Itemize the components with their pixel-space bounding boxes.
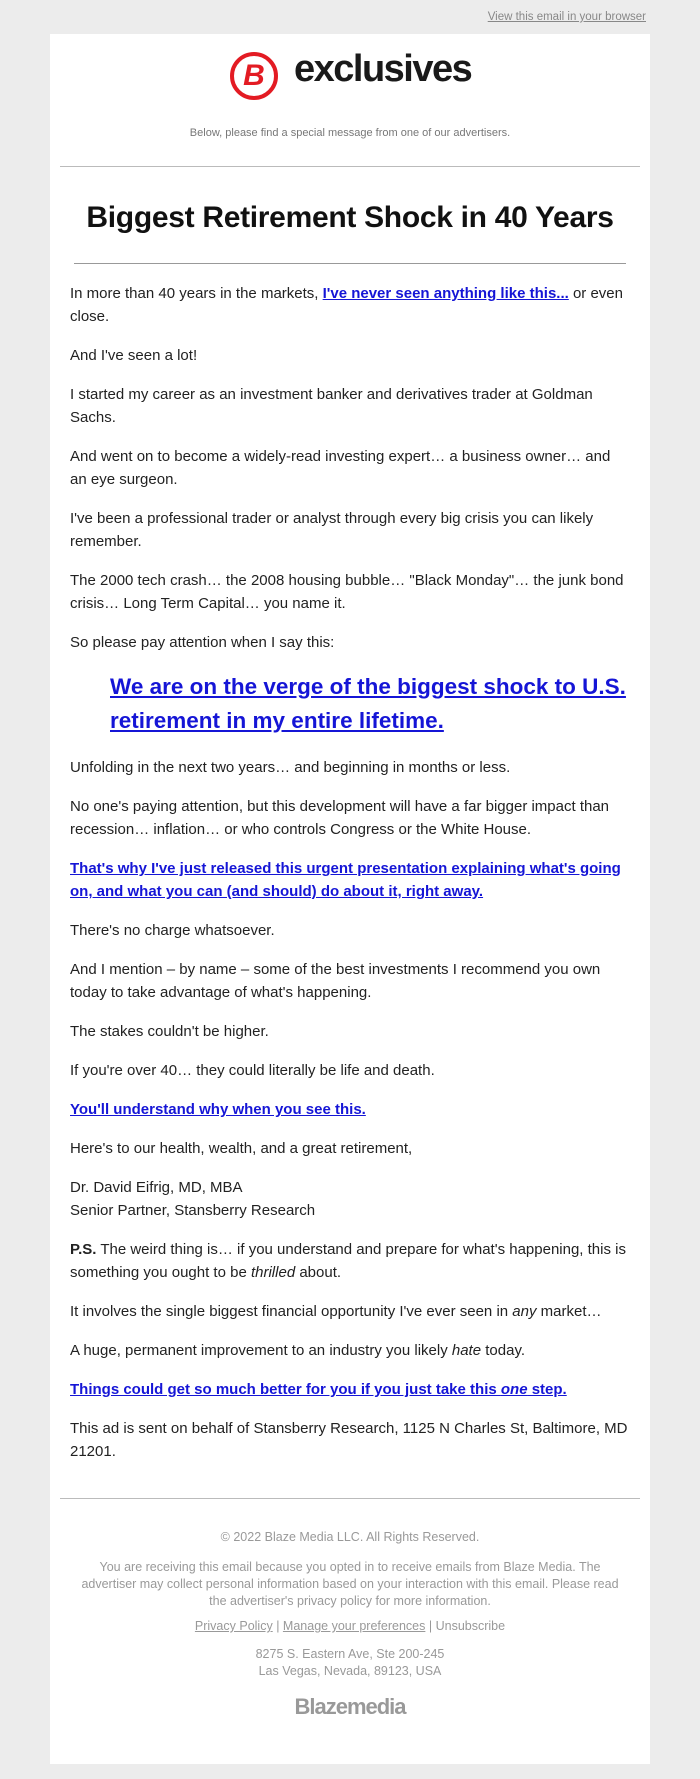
paragraph: Unfolding in the next two years… and beginning in months or less. xyxy=(70,759,511,776)
paragraph: In more than 40 years in the markets, I've never seen anything like this... or even close. xyxy=(70,285,623,325)
headline: Biggest Retirement Shock in 40 Years xyxy=(86,201,614,234)
blaze-b-icon: B xyxy=(230,52,278,100)
paragraph xyxy=(70,1098,630,1121)
one-step-link[interactable]: Things could get so much better for you if you just take this one step. xyxy=(70,1381,567,1398)
paragraph: The stakes couldn't be higher. xyxy=(70,1023,269,1040)
paragraph: It involves the single biggest financial opportunity I've ever seen in any market… xyxy=(70,1303,602,1320)
address-line-2: Las Vegas, Nevada, 89123, USA xyxy=(258,1664,442,1678)
divider xyxy=(60,166,640,167)
paragraph: And went on to become a widely-read investing expert… a business owner… and an eye surgeon. xyxy=(70,448,611,488)
divider xyxy=(74,263,626,264)
presentation-link[interactable]: That's why I've just released this urgent presentation explaining what's going on, and what you can (and should) do about it, right away. xyxy=(70,860,621,900)
paragraph: If you're over 40… they could literally be life and death. xyxy=(70,1062,435,1079)
privacy-policy-link[interactable]: Privacy Policy xyxy=(194,1619,273,1633)
postscript: P.S. The weird thing is… if you understand and prepare for what's happening, this is something you ought to be thrilled about. xyxy=(70,1241,626,1281)
divider xyxy=(60,1498,640,1499)
body-link[interactable]: I've never seen anything like this... xyxy=(322,285,569,302)
paragraph: And I mention – by name – some of the best investments I recommend you own today to take advantage of what's happening. xyxy=(70,961,601,1001)
message-body xyxy=(70,282,630,1479)
unsubscribe-link[interactable]: Unsubscribe xyxy=(435,1619,506,1633)
email-card xyxy=(50,34,650,1764)
paragraph: So please pay attention when I say this: xyxy=(70,634,335,651)
paragraph: No one's paying attention, but this development will have a far bigger impact than recession… inflation… or who controls Congress or the White House. xyxy=(70,798,610,838)
manage-preferences-link[interactable]: Manage your preferences xyxy=(282,1619,426,1633)
exclusives-logo xyxy=(50,48,650,112)
paragraph: Here's to our health, wealth, and a great retirement, xyxy=(70,1140,413,1157)
footer-notice: You are receiving this email because you opted in to receive emails from Blaze Media. The advertiser may collect personal information based on your interaction with this email. Please read the advertiser's privacy policy for more information. xyxy=(81,1560,619,1608)
paragraph: A huge, permanent improvement to an industry you likely hate today. xyxy=(70,1342,525,1359)
paragraph: There's no charge whatsoever. xyxy=(70,922,275,939)
paragraph xyxy=(70,857,630,903)
paragraph xyxy=(70,1378,630,1401)
understand-link[interactable]: You'll understand why when you see this. xyxy=(70,1101,366,1118)
paragraph: This ad is sent on behalf of Stansberry Research, 1125 N Charles St, Baltimore, MD 21201. xyxy=(70,1420,628,1460)
paragraph: The 2000 tech crash… the 2008 housing bubble… "Black Monday"… the junk bond crisis… Long Term Capital… you name it. xyxy=(70,572,624,612)
big-link-paragraph xyxy=(110,670,630,738)
view-in-browser-link[interactable]: View this email in your browser xyxy=(487,11,646,23)
paragraph: I started my career as an investment banker and derivatives trader at Goldman Sachs. xyxy=(70,386,593,426)
footer-links: Privacy Policy | Manage your preferences | Unsubscribe xyxy=(194,1619,506,1633)
advertiser-notice: Below, please find a special message from one of our advertisers. xyxy=(189,127,511,139)
copyright: © 2022 Blaze Media LLC. All Rights Reserved. xyxy=(220,1530,480,1544)
paragraph: I've been a professional trader or analyst through every big crisis you can likely remember. xyxy=(70,510,594,550)
paragraph: And I've seen a lot! xyxy=(70,347,198,364)
address-line-1: 8275 S. Eastern Ave, Ste 200-245 xyxy=(255,1647,445,1661)
blaze-media-logo: Blazemedia xyxy=(294,1694,406,1719)
logo-text: exclusives xyxy=(294,48,472,90)
signature: Dr. David Eifrig, MD, MBA Senior Partner, Stansberry Research xyxy=(70,1179,316,1219)
big-cta-link[interactable]: We are on the verge of the biggest shock to U.S. retirement in my entire lifetime. xyxy=(110,674,626,733)
